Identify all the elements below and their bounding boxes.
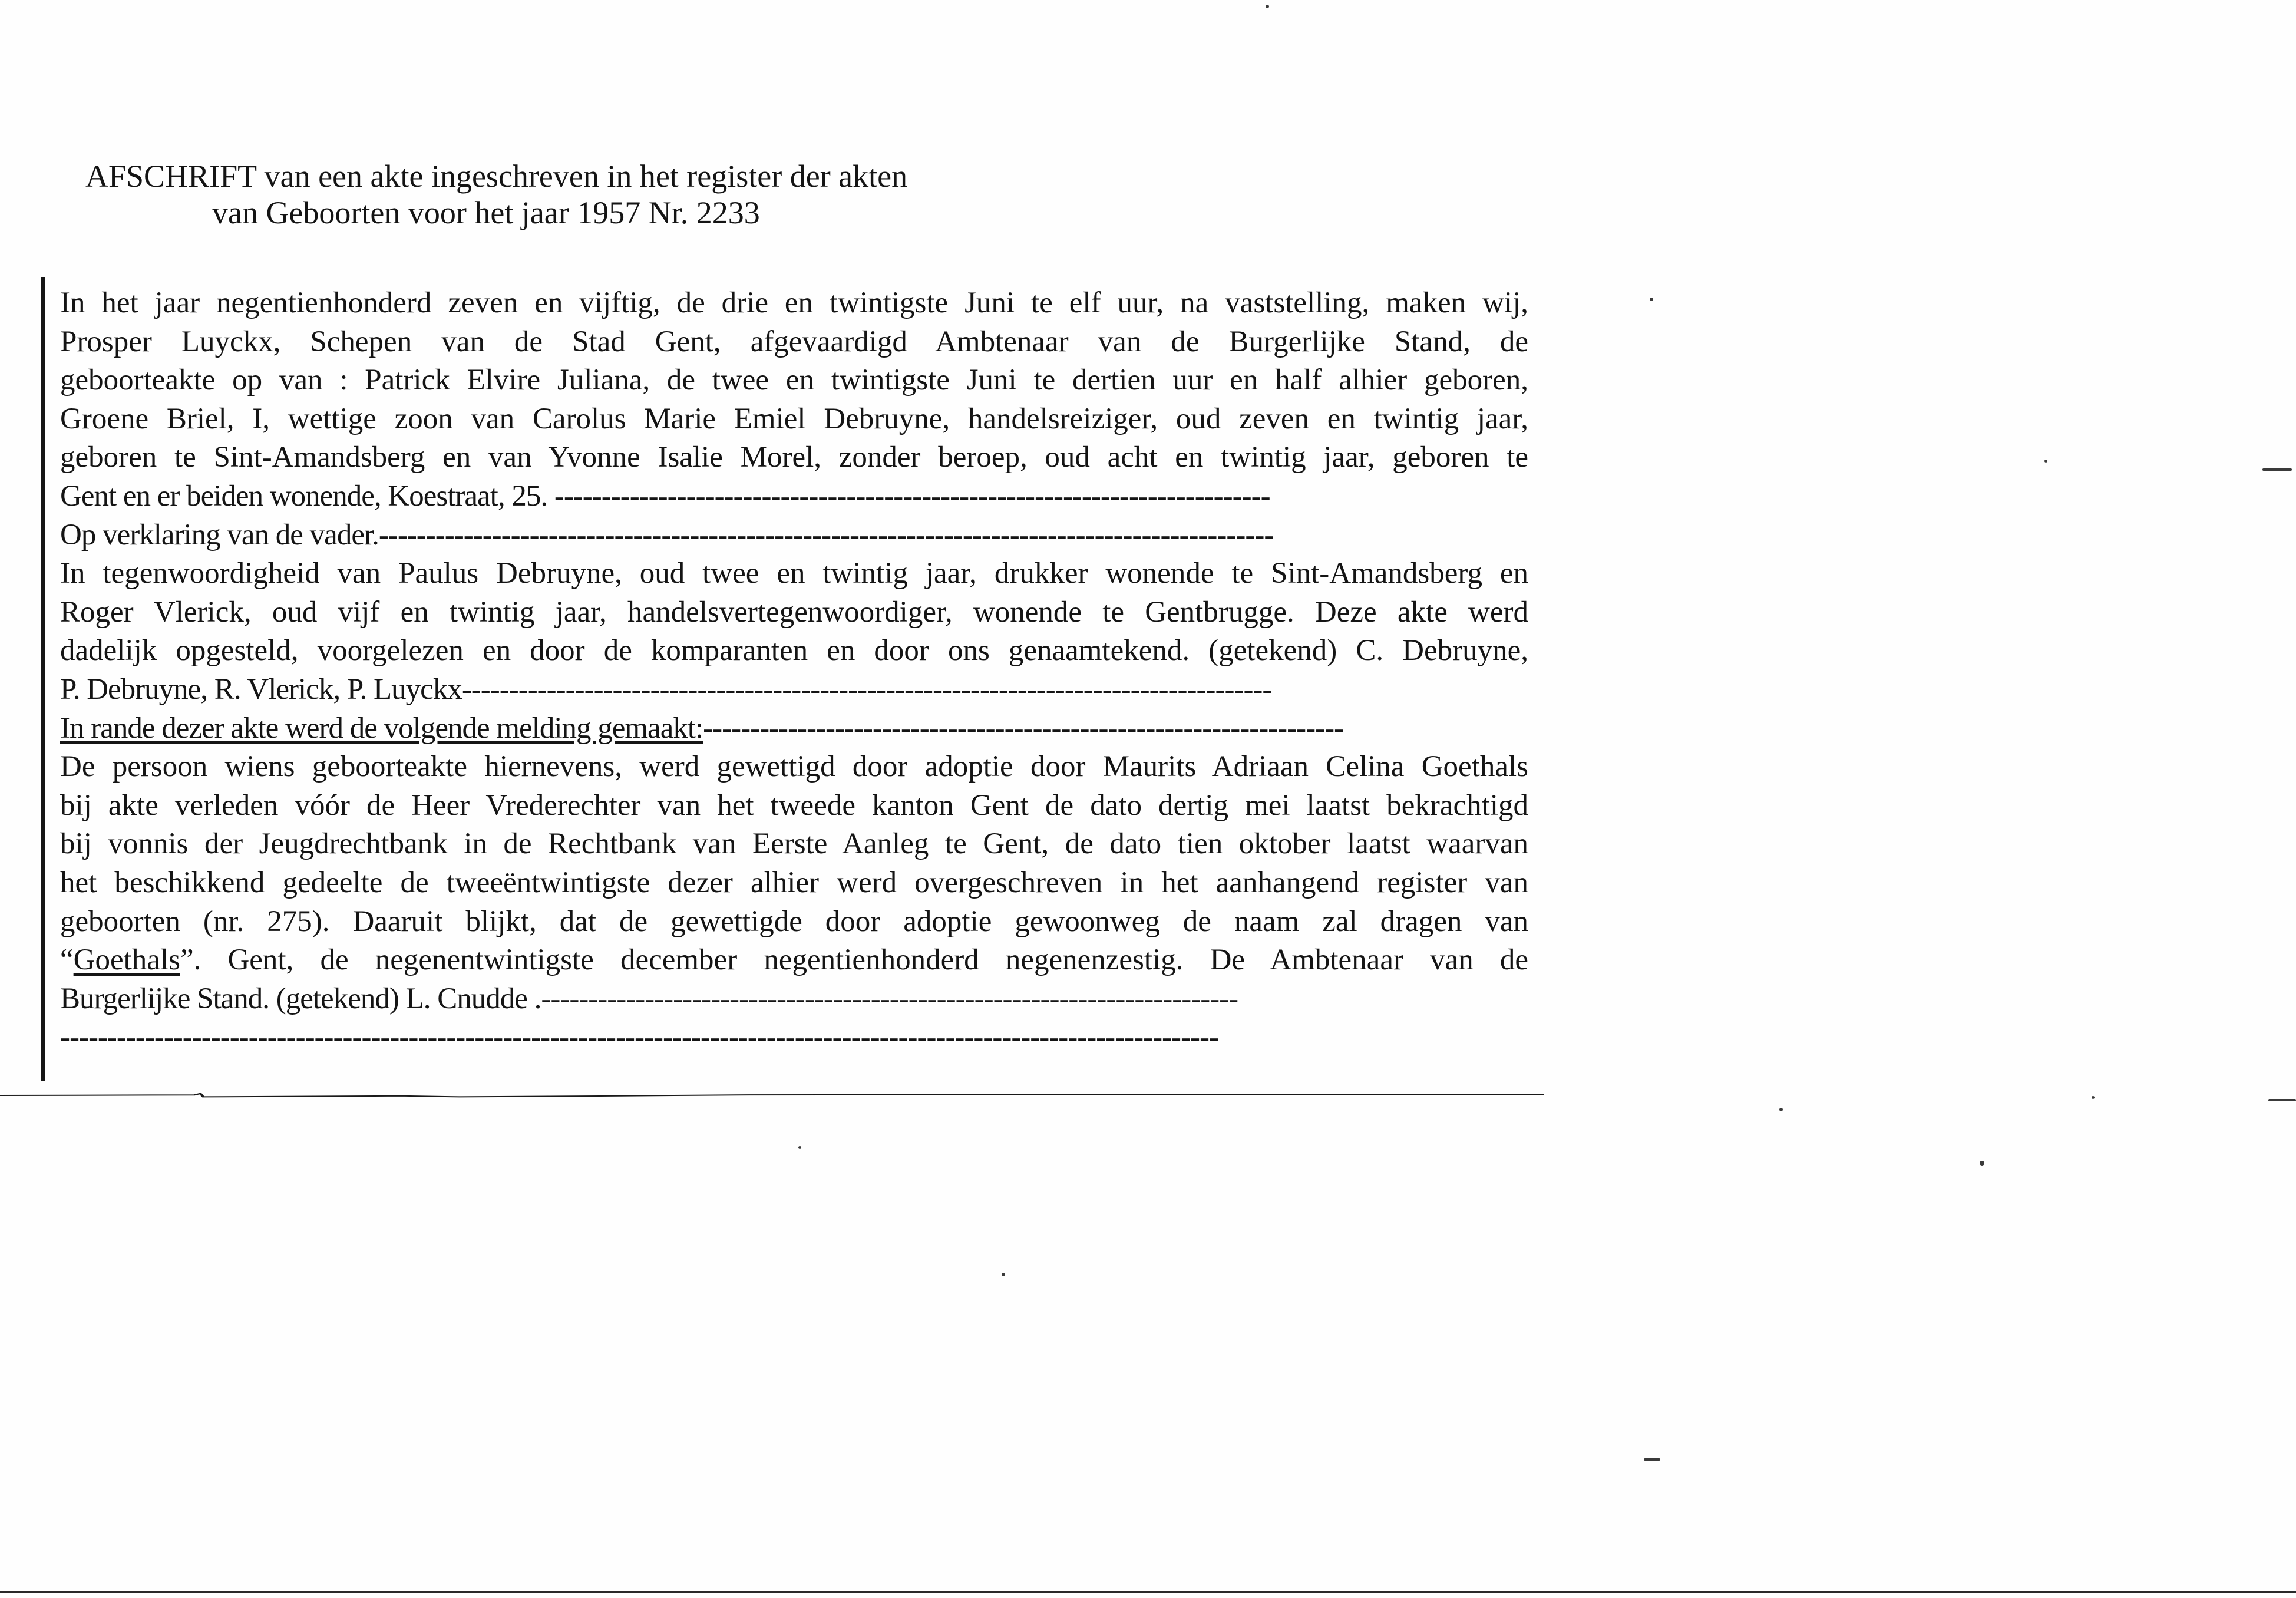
text-line-with-name: [60, 941, 1528, 980]
dash-line: ---------------------------------------------------------------------------------------------------------------------------: [60, 1021, 1218, 1054]
text-line: Gent en er beiden wonende, Koestraat, 25. ----------------------------------------------------------------------------: [60, 479, 1270, 513]
scan-speck: [1779, 1108, 1783, 1111]
text-line: In het jaar negentienhonderd zeven en vijftig, de drie en twintigste Juni te elf uur, na vaststelling, maken wij,: [60, 286, 1528, 319]
surname-goethals: Goethals: [73, 943, 180, 977]
certificate-body: [41, 277, 1544, 1081]
heading-line-2: van Geboorten voor het jaar 1957 Nr. 2233: [212, 195, 760, 230]
scan-speck: [1266, 5, 1269, 8]
margin-note-heading: In rande dezer akte werd de volgende melding gemaakt:: [60, 711, 703, 745]
scan-speck: [1650, 298, 1653, 301]
scan-speck: [1980, 1161, 1984, 1166]
text-line: Burgerlijke Stand. (getekend) L. Cnudde .--------------------------------------------------------------------------: [60, 982, 1238, 1015]
scan-speck: [2044, 460, 2047, 463]
certificate-text: [60, 284, 1528, 1057]
text-line: bij vonnis der Jeugdrechtbank in de Rechtbank van Eerste Aanleg te Gent, de dato tien oktober laatst waarvan: [60, 827, 1528, 861]
text-line: Op verklaring van de vader.-----------------------------------------------------------------------------------------------: [60, 518, 1274, 552]
text-line: De persoon wiens geboorteakte hiernevens, werd gewettigd door adoptie door Maurits Adriaan Celina Goethals: [60, 750, 1528, 784]
text-line: geboren te Sint-Amandsberg en van Yvonne Isalie Morel, zonder beroep, oud acht en twintig jaar, geboren te: [60, 441, 1528, 474]
scan-speck: [2268, 1099, 2296, 1101]
text-line: bij akte verleden vóór de Heer Vrederechter van het tweede kanton Gent de dato dertig mei laatst bekrachtigd: [60, 788, 1528, 822]
text-line: het beschikkend gedeelte de tweeëntwintigste dezer alhier werd overgeschreven in het aanhangend register van: [60, 866, 1528, 899]
scan-speck: [2262, 468, 2292, 471]
scan-artifact-line: [0, 1093, 1544, 1098]
text-line: Groene Briel, I, wettige zoon van Carolus Marie Emiel Debruyne, handelsreiziger, oud zeven en twintig jaar,: [60, 402, 1528, 435]
line-remainder: ”. Gent, de negenentwintigste december negentienhonderd negenenzestig. De Ambtenaar van de: [180, 943, 1528, 977]
document-heading: [85, 158, 922, 231]
open-quote: “: [60, 943, 74, 977]
page-bottom-edge: [0, 1591, 2296, 1593]
text-line: Prosper Luyckx, Schepen van de Stad Gent, afgevaardigd Ambtenaar van de Burgerlijke Stand, de: [60, 325, 1528, 358]
margin-note-line: [60, 709, 1528, 748]
text-line: Roger Vlerick, oud vijf en twintig jaar, handelsvertegenwoordiger, wonende te Gentbrugge. Deze akte werd: [60, 595, 1528, 629]
scan-speck: [1644, 1458, 1660, 1461]
margin-rule: [41, 277, 45, 1081]
text-line: In tegenwoordigheid van Paulus Debruyne, oud twee en twintig jaar, drukker wonende te Sint-Amandsberg en: [60, 557, 1528, 590]
scan-speck: [2092, 1096, 2095, 1099]
scan-speck: [798, 1146, 801, 1149]
text-line: P. Debruyne, R. Vlerick, P. Luyckx--------------------------------------------------------------------------------------: [60, 672, 1272, 706]
text-line: geboorteakte op van : Patrick Elvire Juliana, de twee en twintigste Juni te dertien uur en half alhier geboren,: [60, 364, 1528, 397]
scan-speck: [1002, 1273, 1005, 1276]
text-line: dadelijk opgesteld, voorgelezen en door de komparanten en door ons genaamtekend. (getekend) C. Debruyne,: [60, 634, 1528, 668]
text-line: geboorten (nr. 275). Daaruit blijkt, dat de gewettigde door adoptie gewoonweg de naam zal dragen van: [60, 904, 1528, 938]
dash-fill: --------------------------------------------------------------------: [703, 711, 1344, 745]
heading-line-1: AFSCHRIFT van een akte ingeschreven in het register der akten: [85, 159, 908, 194]
